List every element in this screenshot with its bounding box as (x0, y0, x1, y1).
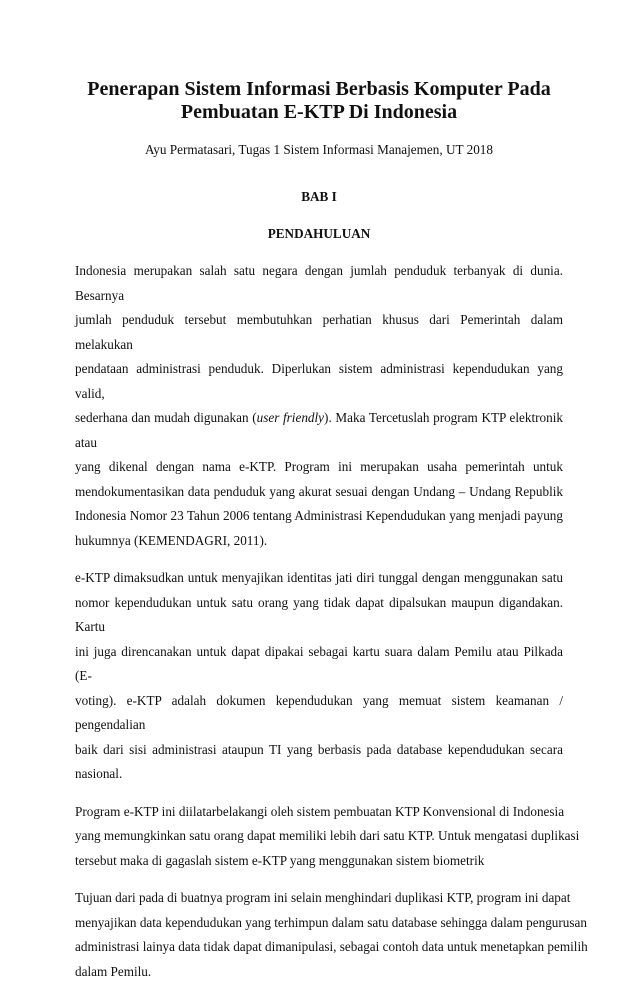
paragraph-line: yang memungkinkan satu orang dapat memiliki lebih dari satu KTP. Untuk mengatasi duplikasi (75, 828, 580, 843)
author-line: Ayu Permatasari, Tugas 1 Sistem Informasi Manajemen, UT 2018 (145, 142, 493, 157)
chapter-title: PENDAHULUAN (267, 226, 371, 241)
chapter-number: BAB I (301, 189, 337, 204)
document-title (60, 78, 578, 124)
paragraph-line: yang dikenal dengan nama e-KTP. Program ini merupakan usaha pemerintah untuk (75, 459, 563, 474)
paragraph-3 (75, 800, 580, 874)
paragraph-text: ). Maka Tercetuslah program KTP elektronik atau (75, 410, 563, 450)
paragraph-text: sederhana dan mudah digunakan ( (75, 410, 257, 425)
paragraph-line: hukumnya (KEMENDAGRI, 2011). (75, 532, 268, 548)
italic-term: user friendly (256, 410, 325, 425)
paragraph-line: Indonesia Nomor 23 Tahun 2006 tentang Administrasi Kependudukan yang menjadi payung (75, 508, 563, 523)
title-line-2: Pembuatan E-KTP Di Indonesia (180, 101, 458, 123)
paragraph-line: ini juga direncanakan untuk dapat dipakai sebagai kartu suara dalam Pemilu atau Pilkada (E- (75, 643, 563, 683)
paragraph-line: nasional. (75, 766, 123, 781)
paragraph-1 (75, 259, 563, 553)
paragraph-line: jumlah penduduk tersebut membutuhkan perhatian khusus dari Pemerintah dalam melakukan (75, 312, 563, 352)
paragraph-line: tersebut maka di gagaslah sistem e-KTP yang menggunakan sistem biometrik (75, 852, 485, 868)
paragraph-line: mendokumentasikan data penduduk yang akurat sesuai dengan Undang – Undang Republik (75, 483, 563, 499)
paragraph-2 (75, 566, 563, 787)
paragraph-4 (75, 886, 588, 984)
paragraph-line: Tujuan dari pada di buatnya program ini selain menghindari duplikasi KTP, program ini dapat (75, 890, 571, 905)
paragraph-line: administrasi lainya data tidak dapat dimanipulasi, sebagai contoh data untuk menetapkan pemilih (75, 939, 588, 954)
paragraph-line: voting). e-KTP adalah dokumen kependudukan yang memuat sistem keamanan / pengendalian (75, 692, 563, 732)
paragraph-line: e-KTP dimaksudkan untuk menyajikan identitas jati diri tunggal dengan menggunakan satu (75, 570, 563, 585)
paragraph-line (75, 406, 563, 455)
paragraph-line: pendataan administrasi penduduk. Diperlukan sistem administrasi kependudukan yang valid, (75, 361, 563, 401)
paragraph-line: menyajikan data kependudukan yang terhimpun dalam satu database sehingga dalam pengurusan (75, 914, 587, 930)
document-body (75, 259, 588, 997)
paragraph-line: nomor kependudukan untuk satu orang yang tidak dapat dipalsukan maupun digandakan. Kartu (75, 594, 563, 634)
paragraph-line: baik dari sisi administrasi ataupun TI yang berbasis pada database kependudukan secara (75, 741, 563, 757)
paragraph-line: Program e-KTP ini diilatarbelakangi oleh sistem pembuatan KTP Konvensional di Indonesia (75, 803, 565, 819)
paragraph-line: Indonesia merupakan salah satu negara dengan jumlah penduduk terbanyak di dunia. Besarnya (75, 263, 563, 303)
paragraph-line: dalam Pemilu. (75, 963, 152, 979)
title-line-1: Penerapan Sistem Informasi Berbasis Komputer Pada (87, 78, 551, 100)
